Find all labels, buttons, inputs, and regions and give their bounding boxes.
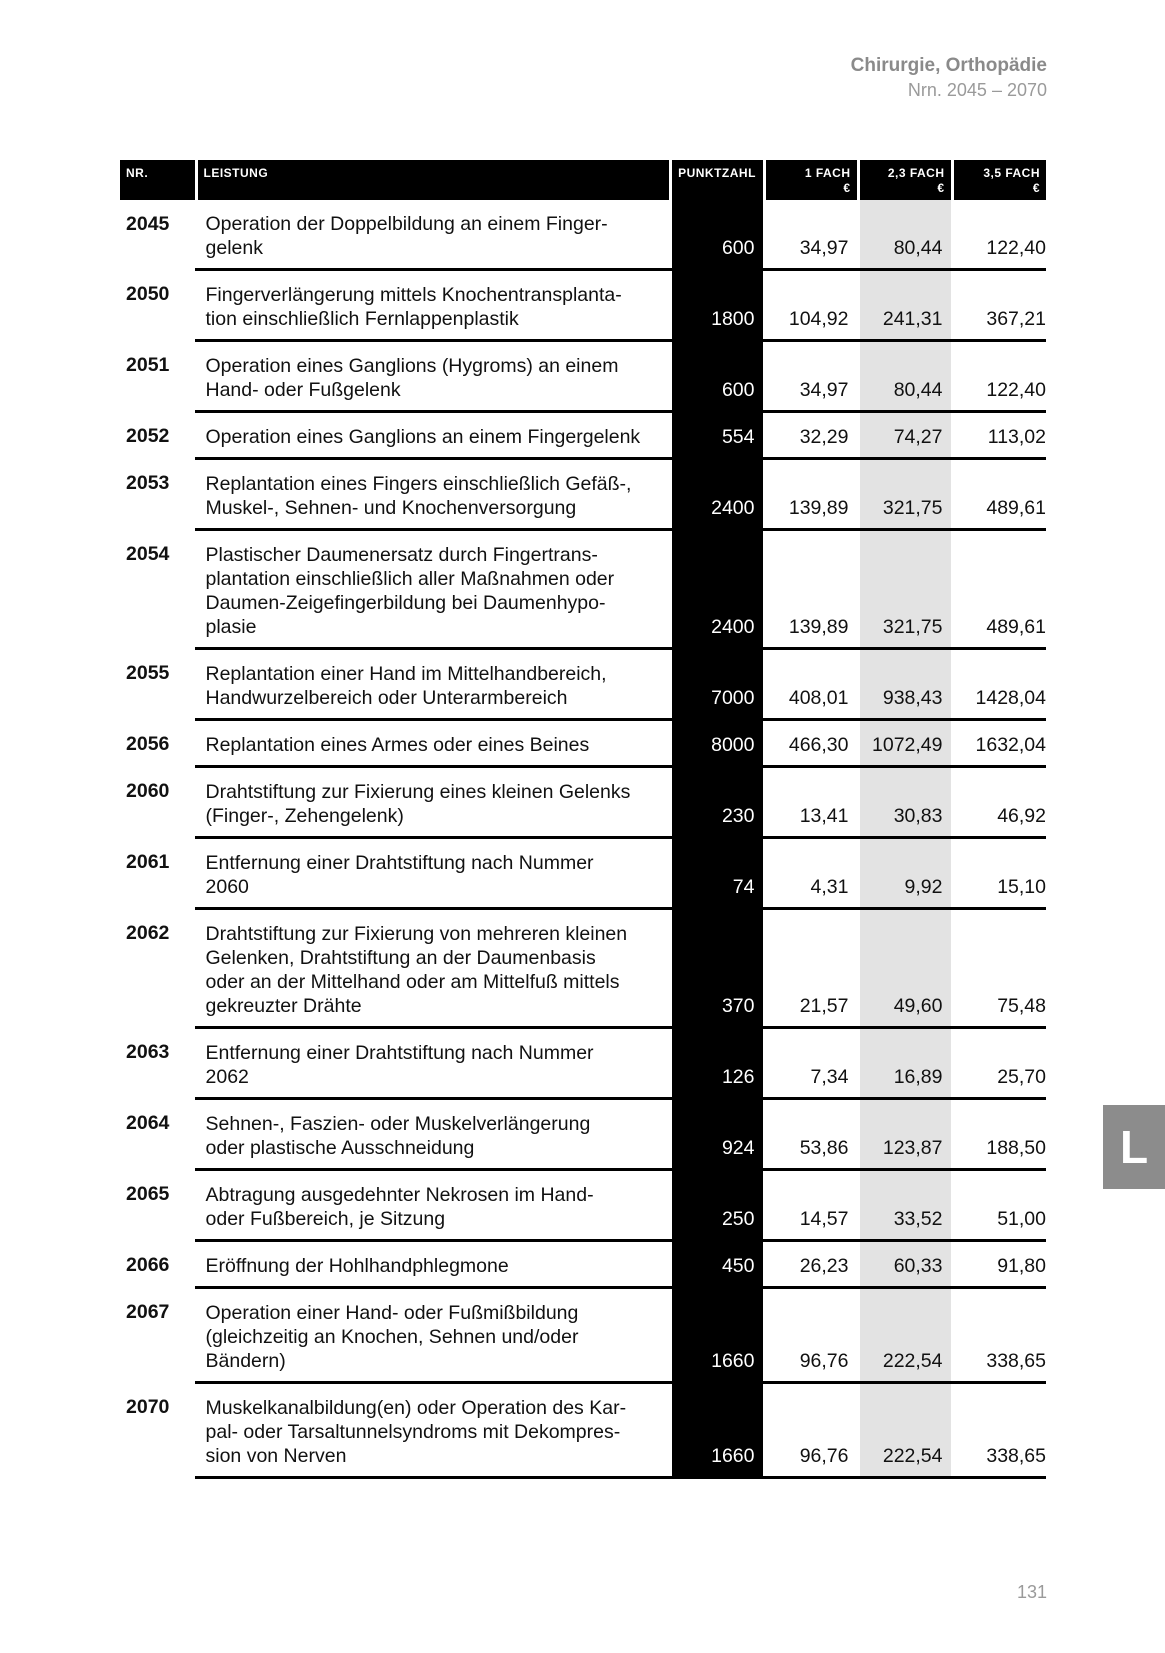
fee-number: 2070 [126,1395,170,1418]
fee-2-3-fach: 16,89 [858,1028,952,1099]
fee-2-3-fach: 123,87 [858,1099,952,1170]
fee-1-fach: 34,97 [764,341,858,412]
points-value: 74 [670,838,764,909]
fee-3-5-fach: 75,48 [952,909,1046,1028]
points-value: 2400 [670,459,764,530]
table-row [120,530,1046,649]
table-row [120,767,1046,838]
table-row [120,909,1046,1028]
service-description: Operation einer Hand- oder Fußmißbildung (gleichzeitig an Knochen, Sehnen und/oder Bändern) [196,1288,670,1383]
fee-1-fach: 7,34 [764,1028,858,1099]
service-description: Muskelkanalbildung(en) oder Operation des Kar- pal- oder Tarsaltunnelsyndroms mit Dekompres- sion von Nerven [196,1383,670,1478]
points-value: 1800 [670,270,764,341]
fee-2-3-fach: 321,75 [858,459,952,530]
column-header-punktzahl: PUNKTZAHL [670,160,764,200]
table-row [120,649,1046,720]
number-range: Nrn. 2045 – 2070 [907,80,1047,100]
fee-2-3-fach: 60,33 [858,1241,952,1288]
service-description: Operation eines Ganglions an einem Fingergelenk [196,412,670,459]
fee-number: 2055 [126,661,170,684]
service-description: Operation der Doppelbildung an einem Finger- gelenk [196,200,670,270]
fee-number: 2053 [126,471,170,494]
fee-3-5-fach: 338,65 [952,1383,1046,1478]
service-description: Plastischer Daumenersatz durch Fingertrans- plantation einschließlich aller Maßnahmen oder Daumen-Zeigefingerbildung bei Daumenhypo- plasie [196,530,670,649]
fee-2-3-fach: 49,60 [858,909,952,1028]
service-description: Replantation eines Fingers einschließlich Gefäß-, Muskel-, Sehnen- und Knochenversorgung [196,459,670,530]
service-description: Replantation einer Hand im Mittelhandbereich, Handwurzelbereich oder Unterarmbereich [196,649,670,720]
column-header-leistung: LEISTUNG [196,160,670,200]
section-title: Chirurgie, Orthopädie [850,55,1047,76]
service-description: Drahtstiftung zur Fixierung von mehreren kleinen Gelenken, Drahtstiftung an der Daumenbasis oder an der Mittelhand oder am Mittelfuß mittels gekreuzter Drähte [196,909,670,1028]
fee-number: 2064 [126,1111,170,1134]
points-value: 230 [670,767,764,838]
fee-number: 2045 [126,213,170,235]
points-value: 8000 [670,720,764,767]
fee-table [120,160,1046,1479]
fee-1-fach: 96,76 [764,1383,858,1478]
fee-3-5-fach: 1428,04 [952,649,1046,720]
fee-3-5-fach: 113,02 [952,412,1046,459]
points-value: 1660 [670,1383,764,1478]
fee-2-3-fach: 938,43 [858,649,952,720]
points-value: 370 [670,909,764,1028]
table-row [120,1099,1046,1170]
fee-number: 2061 [126,850,170,873]
points-value: 600 [670,200,764,270]
fee-number: 2063 [126,1040,170,1063]
fee-1-fach: 14,57 [764,1170,858,1241]
fee-number: 2050 [126,282,170,305]
service-description: Entfernung einer Drahtstiftung nach Nummer 2060 [196,838,670,909]
section-tab: L [1103,1105,1165,1189]
fee-number: 2056 [126,732,170,755]
table-body [120,200,1046,1478]
fee-number: 2067 [126,1300,170,1323]
fee-2-3-fach: 80,44 [858,341,952,412]
table-row [120,838,1046,909]
column-header-2-3-fach-label: 2,3 FACH [887,166,945,180]
service-description: Abtragung ausgedehnter Nekrosen im Hand- oder Fußbereich, je Sitzung [196,1170,670,1241]
table-row [120,1383,1046,1478]
fee-3-5-fach: 367,21 [952,270,1046,341]
currency-label: € [1032,181,1040,195]
points-value: 126 [670,1028,764,1099]
fee-number: 2065 [126,1182,170,1205]
fee-3-5-fach: 91,80 [952,1241,1046,1288]
currency-label: € [937,181,945,195]
points-value: 600 [670,341,764,412]
service-description: Eröffnung der Hohlhandphlegmone [196,1241,670,1288]
fee-2-3-fach: 222,54 [858,1383,952,1478]
fee-1-fach: 21,57 [764,909,858,1028]
table-row [120,341,1046,412]
fee-2-3-fach: 33,52 [858,1170,952,1241]
column-header-3-5-fach [952,160,1046,200]
service-description: Entfernung einer Drahtstiftung nach Nummer 2062 [196,1028,670,1099]
table-row [120,200,1046,270]
column-header-3-5-fach-label: 3,5 FACH [983,166,1040,180]
fee-3-5-fach: 188,50 [952,1099,1046,1170]
points-value: 2400 [670,530,764,649]
fee-1-fach: 466,30 [764,720,858,767]
page-header [851,54,1047,102]
fee-3-5-fach: 51,00 [952,1170,1046,1241]
points-value: 924 [670,1099,764,1170]
service-description: Fingerverlängerung mittels Knochentransplanta- tion einschließlich Fernlappenplastik [196,270,670,341]
fee-1-fach: 139,89 [764,459,858,530]
service-description: Replantation eines Armes oder eines Beines [196,720,670,767]
table-header-row [120,160,1046,200]
fee-1-fach: 408,01 [764,649,858,720]
fee-2-3-fach: 222,54 [858,1288,952,1383]
page-number: 131 [1016,1582,1047,1602]
table-row [120,1288,1046,1383]
service-description: Drahtstiftung zur Fixierung eines kleinen Gelenks (Finger-, Zehengelenk) [196,767,670,838]
points-value: 7000 [670,649,764,720]
fee-1-fach: 13,41 [764,767,858,838]
fee-1-fach: 139,89 [764,530,858,649]
fee-2-3-fach: 80,44 [858,200,952,270]
fee-3-5-fach: 489,61 [952,530,1046,649]
fee-2-3-fach: 74,27 [858,412,952,459]
table-row [120,720,1046,767]
fee-3-5-fach: 122,40 [952,200,1046,270]
fee-number: 2062 [126,921,170,944]
fee-1-fach: 4,31 [764,838,858,909]
fee-2-3-fach: 9,92 [858,838,952,909]
fee-2-3-fach: 30,83 [858,767,952,838]
fee-1-fach: 96,76 [764,1288,858,1383]
table-row [120,1170,1046,1241]
points-value: 1660 [670,1288,764,1383]
fee-3-5-fach: 122,40 [952,341,1046,412]
points-value: 554 [670,412,764,459]
fee-3-5-fach: 1632,04 [952,720,1046,767]
points-value: 450 [670,1241,764,1288]
fee-1-fach: 34,97 [764,200,858,270]
fee-number: 2052 [126,424,170,447]
fee-3-5-fach: 25,70 [952,1028,1046,1099]
fee-3-5-fach: 338,65 [952,1288,1046,1383]
fee-2-3-fach: 241,31 [858,270,952,341]
column-header-2-3-fach [858,160,952,200]
column-header-1-fach [764,160,858,200]
table-row [120,1241,1046,1288]
fee-1-fach: 26,23 [764,1241,858,1288]
service-description: Operation eines Ganglions (Hygroms) an einem Hand- oder Fußgelenk [196,341,670,412]
table-row [120,1028,1046,1099]
fee-3-5-fach: 46,92 [952,767,1046,838]
fee-1-fach: 53,86 [764,1099,858,1170]
column-header-1-fach-label: 1 FACH [804,166,851,180]
points-value: 250 [670,1170,764,1241]
fee-3-5-fach: 15,10 [952,838,1046,909]
table-row [120,412,1046,459]
table-row [120,459,1046,530]
fee-1-fach: 104,92 [764,270,858,341]
service-description: Sehnen-, Faszien- oder Muskelverlängerung oder plastische Ausschneidung [196,1099,670,1170]
fee-number: 2066 [126,1253,170,1276]
fee-3-5-fach: 489,61 [952,459,1046,530]
currency-label: € [843,181,851,195]
column-header-nr: NR. [120,160,196,200]
table-row [120,270,1046,341]
fee-1-fach: 32,29 [764,412,858,459]
fee-number: 2054 [126,542,170,565]
fee-2-3-fach: 1072,49 [858,720,952,767]
fee-number: 2051 [126,353,170,376]
fee-number: 2060 [126,779,170,802]
fee-2-3-fach: 321,75 [858,530,952,649]
